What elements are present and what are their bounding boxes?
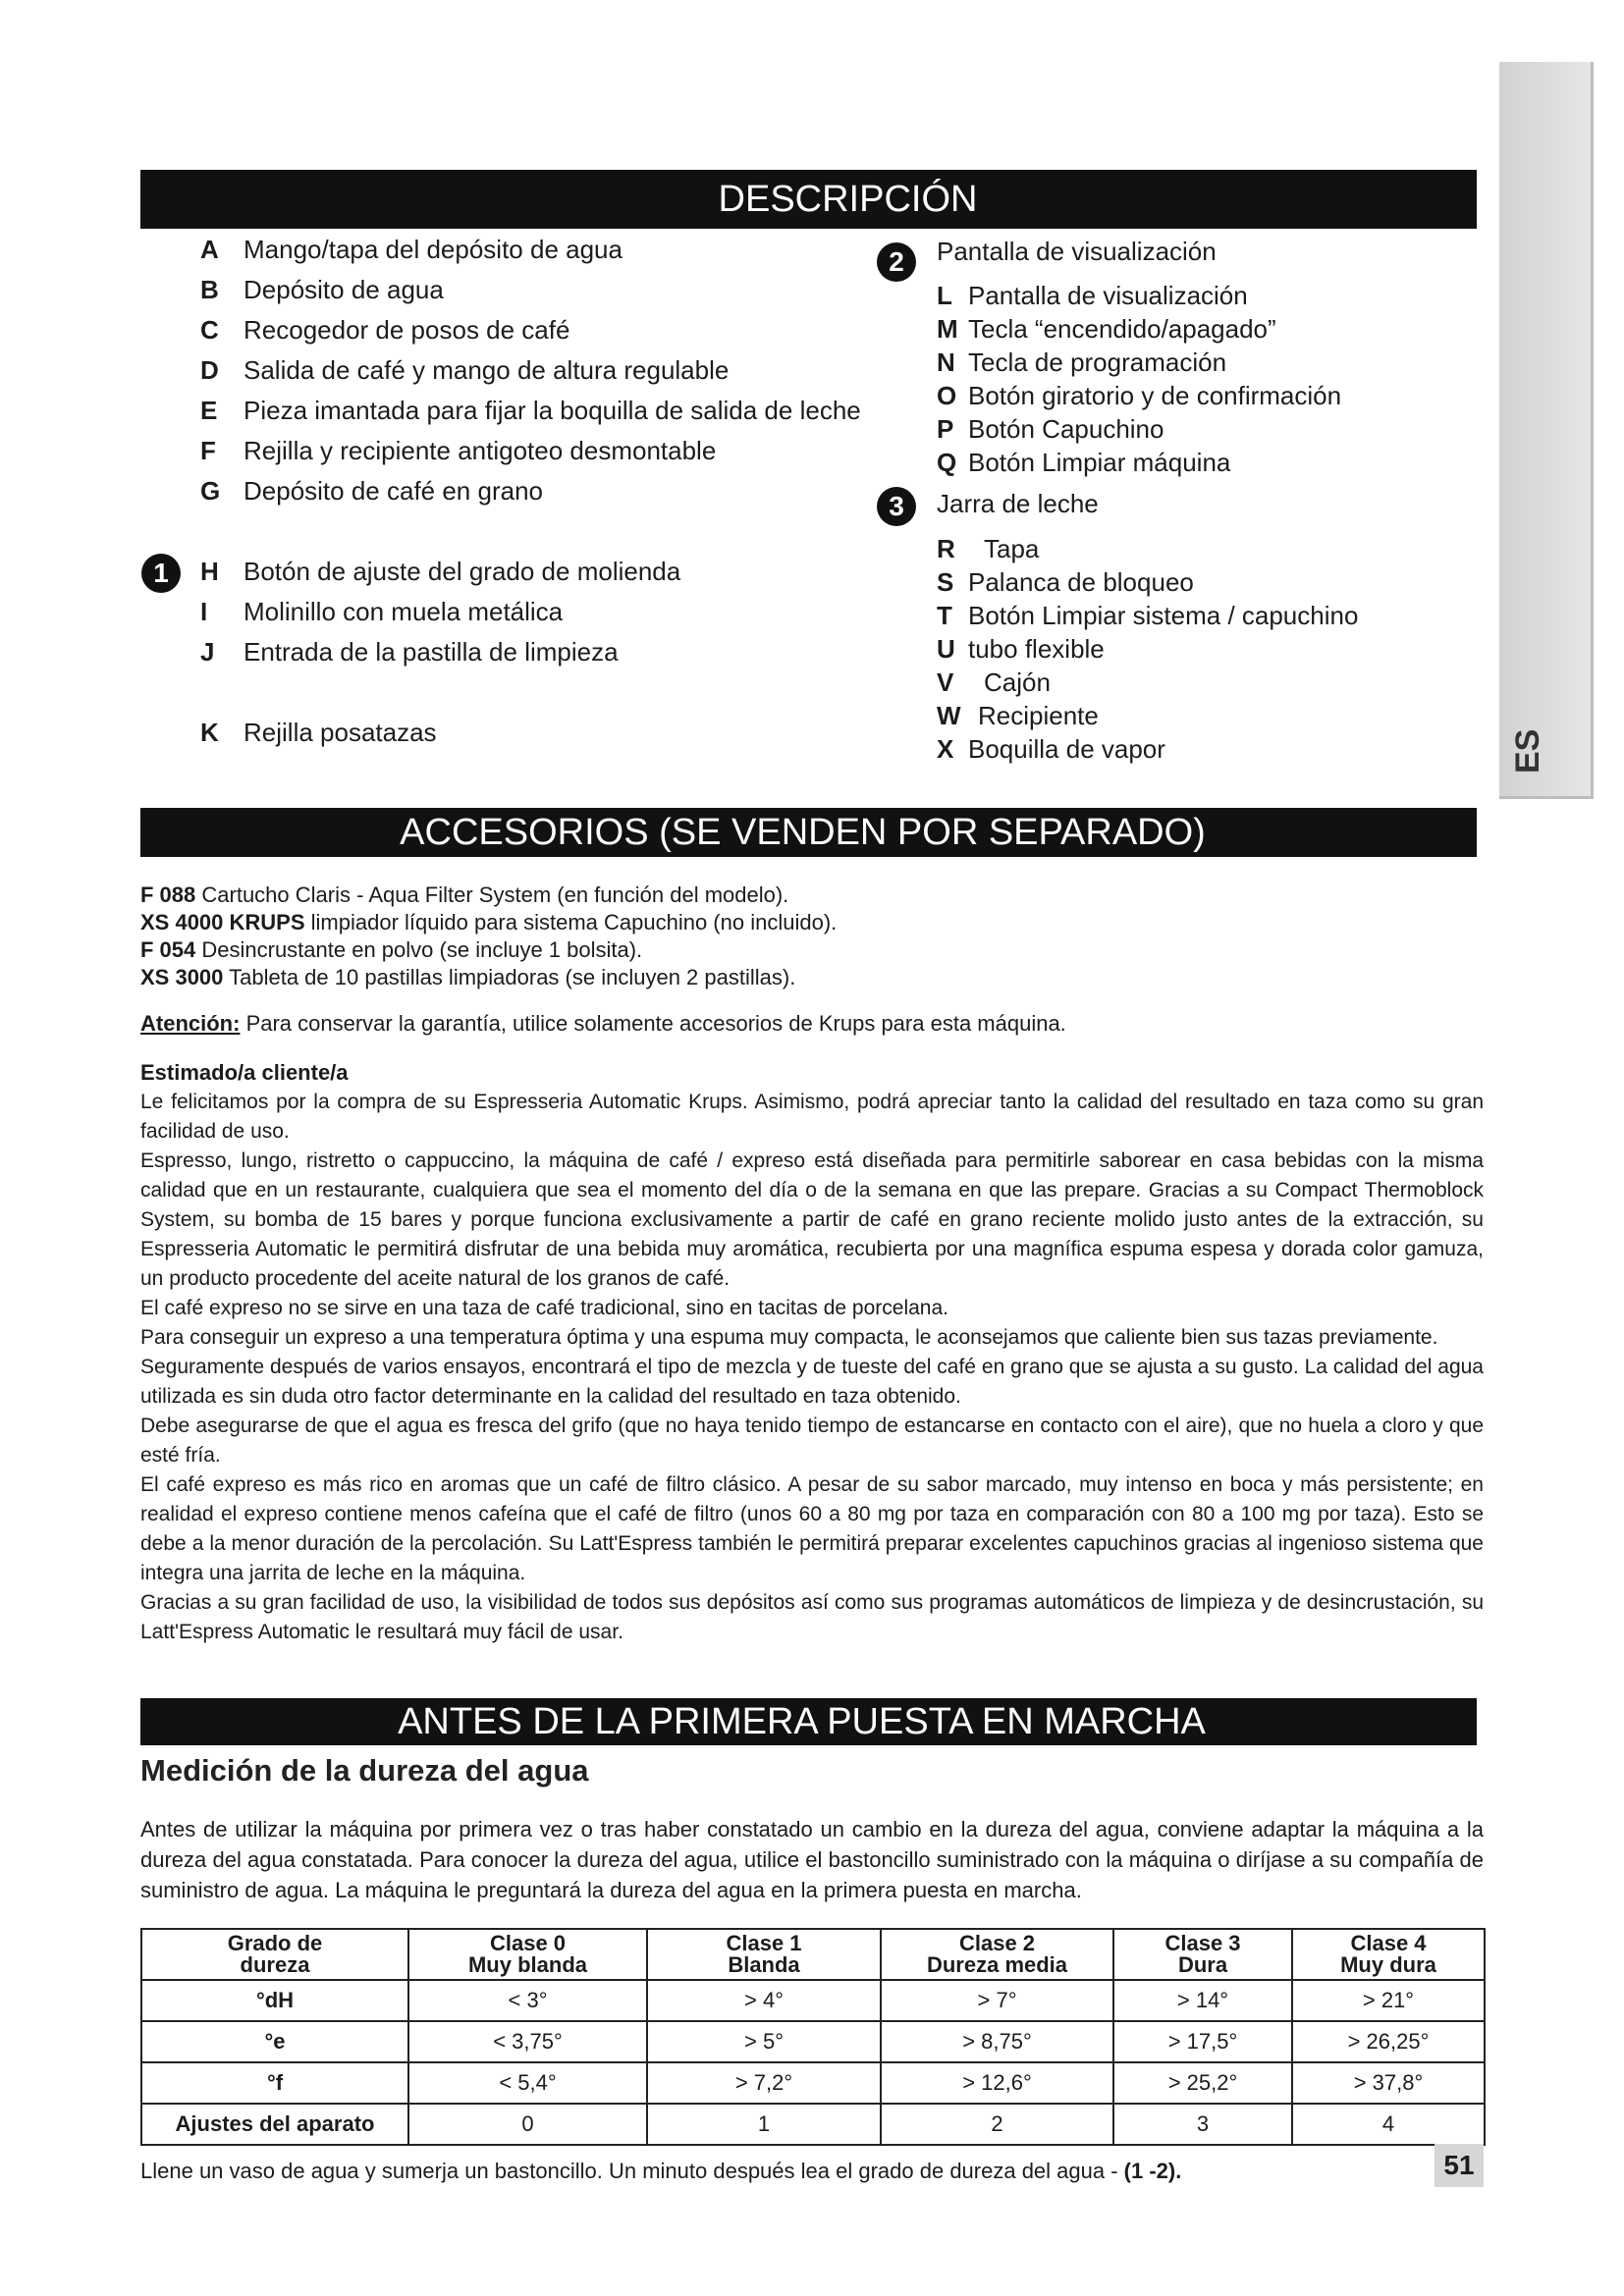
- list-item: F 054 Desincrustante en polvo (se incluye 1 bolsita).: [140, 937, 643, 962]
- figure-reference: (1 -2).: [1123, 2159, 1182, 2183]
- hardness-table: [140, 1928, 1486, 2146]
- section-title-accesorios: ACCESORIOS (SE VENDEN POR SEPARADO): [400, 812, 1206, 853]
- subsection-title: Medición de la dureza del agua: [140, 1753, 589, 1788]
- list-item: J Entrada de la pastilla de limpieza: [200, 637, 619, 667]
- display-component-list: [937, 279, 1341, 479]
- marker-1-icon: 1: [141, 554, 181, 593]
- list-item: P Botón Capuchino: [937, 414, 1164, 444]
- attention-label: Atención:: [140, 1011, 241, 1036]
- section-title-antes: ANTES DE LA PRIMERA PUESTA EN MARCHA: [398, 1701, 1206, 1742]
- list-item: K Rejilla posatazas: [200, 718, 437, 747]
- list-item: F 088 Cartucho Claris - Aqua Filter System (en función del modelo).: [140, 882, 789, 907]
- marker-3-icon: 3: [877, 487, 916, 526]
- list-item: E Pieza imantada para fijar la boquilla de salida de leche: [200, 396, 861, 425]
- section-title-descripcion: DESCRIPCIÓN: [718, 179, 978, 220]
- list-item: H Botón de ajuste del grado de molienda: [200, 557, 681, 586]
- list-item: U tubo flexible: [937, 634, 1105, 664]
- list-item: O Botón giratorio y de confirmación: [937, 381, 1342, 410]
- letter-heading: Estimado/a cliente/a: [140, 1060, 349, 1085]
- list-item: W Recipiente: [937, 701, 1099, 730]
- table-header-cell: Clase 2 Dureza media: [881, 1929, 1113, 1980]
- letter-paragraph: El café expreso no se sirve en una taza de café tradicional, sino en tacitas de porcelana.: [140, 1297, 948, 1319]
- table-row: Ajustes del aparato 0 1 2 3 4: [141, 2104, 1485, 2145]
- list-item: L Pantalla de visualización: [937, 281, 1248, 310]
- letter-paragraph: El café expreso es más rico en aromas que un café de filtro clásico. A pesar de su sabor marcado, muy intenso en boca y más persistente; en realidad el expreso contiene menos cafeína que el café de filtro (unos 60 a 80 mg por taza en comparación con 80 a 100 mg por taza). Esto se debe a la menor duración de la percolación. Su Latt'Espress también le permitirá preparar excelentes capuchinos gracias al ingenioso sistema que integra una jarrita de leche en la máquina.: [140, 1473, 1484, 1584]
- list-item: R Tapa: [937, 534, 1040, 563]
- letter-paragraph: Seguramente después de varios ensayos, encontrará el tipo de mezcla y de tueste del café en grano que se ajusta a su gusto. La calidad del agua utilizada es sin duda otro factor determinante en la calidad del resultado en taza obtenido.: [140, 1356, 1484, 1408]
- hardness-intro: Antes de utilizar la máquina por primera vez o tras haber constatado un cambio en la dureza del agua, conviene adaptar la máquina a la dureza del agua constatada. Para conocer la dureza del agua, utilice el bastoncillo suministrado con la máquina o diríjase a su compañía de suministro de agua. La máquina le preguntará la dureza del agua en la primera puesta en marcha.: [140, 1817, 1484, 1902]
- welcome-letter: [140, 1058, 1484, 1647]
- list-item: A Mango/tapa del depósito de agua: [200, 235, 623, 264]
- section-header-descripcion: [140, 170, 1477, 229]
- table-header-cell: Clase 1 Blanda: [647, 1929, 881, 1980]
- letter-paragraph: Gracias a su gran facilidad de uso, la visibilidad de todos sus depósitos así como sus programas automáticos de limpieza y de desincrustación, su Latt'Espress Automatic le resultará muy fácil de usar.: [140, 1591, 1484, 1643]
- list-item: M Tecla “encendido/apagado”: [937, 314, 1276, 344]
- letter-paragraph: Para conseguir un expreso a una temperatura óptima y una espuma muy compacta, le aconsejamos que caliente bien sus tazas previamente.: [140, 1326, 1438, 1349]
- list-item: G Depósito de café en grano: [200, 476, 543, 506]
- list-item: F Rejilla y recipiente antigoteo desmontable: [200, 436, 717, 465]
- table-header-cell: Clase 4 Muy dura: [1292, 1929, 1485, 1980]
- list-item: B Depósito de agua: [200, 275, 444, 304]
- letter-paragraph: Espresso, lungo, ristretto o cappuccino, la máquina de café / expreso está diseñada para permitirle saborear en casa bebidas con la misma calidad que en un restaurante, cualquiera que sea el momento del día o de la semana en que las prepare. Gracias a su Compact Thermoblock System, su bomba de 15 bares y porque funciona exclusivamente a partir de café en grano reciente molido justo antes de la extracción, su Espresseria Automatic le permitirá disfrutar de una bebida muy aromática, recubierta por una magnífica espuma espesa y dorada color gamuza, un producto procedente del aceite natural de los granos de café.: [140, 1149, 1484, 1290]
- list-item: D Salida de café y mango de altura regulable: [200, 355, 730, 385]
- list-item: X Boquilla de vapor: [937, 734, 1165, 764]
- table-row: °f < 5,4° > 7,2° > 12,6° > 25,2° > 37,8°: [141, 2062, 1485, 2104]
- page-number: 51: [1435, 2144, 1484, 2187]
- list-item: T Botón Limpiar sistema / capuchino: [937, 601, 1359, 630]
- list-item: I Molinillo con muela metálica: [200, 597, 564, 626]
- table-row: °e < 3,75° > 5° > 8,75° > 17,5° > 26,25°: [141, 2021, 1485, 2062]
- table-header-cell: Clase 0 Muy blanda: [408, 1929, 647, 1980]
- display-group-title: Pantalla de visualización: [937, 237, 1217, 266]
- table-header-cell: Clase 3 Dura: [1113, 1929, 1292, 1980]
- language-tab: [1499, 62, 1594, 799]
- table-header-cell: Grado de dureza: [141, 1929, 408, 1980]
- milk-jug-component-list: [937, 532, 1358, 766]
- accessories-list: [140, 881, 837, 991]
- list-item: Q Botón Limpiar máquina: [937, 448, 1231, 477]
- marker-2-icon: 2: [877, 242, 916, 282]
- left-component-list: [200, 230, 861, 753]
- attention-note: Atención: Para conservar la garantía, utilice solamente accesorios de Krups para esta máquina.: [140, 1011, 1066, 1036]
- table-row: °dH < 3° > 4° > 7° > 14° > 21°: [141, 1980, 1485, 2021]
- letter-paragraph: Debe asegurarse de que el agua es fresca del grifo (que no haya tenido tiempo de estancarse en contacto con el aire), que no huela a cloro y que esté fría.: [140, 1415, 1484, 1467]
- list-item: XS 4000 KRUPS limpiador líquido para sistema Capuchino (no incluido).: [140, 910, 838, 934]
- list-item: N Tecla de programación: [937, 347, 1227, 377]
- test-instruction: Llene un vaso de agua y sumerja un bastoncillo. Un minuto después lea el grado de dureza del agua - (1 -2).: [140, 2159, 1182, 2183]
- language-label: ES: [1509, 728, 1546, 774]
- section-header-antes: [140, 1698, 1477, 1745]
- section-header-accesorios: [140, 808, 1477, 857]
- list-item: C Recogedor de posos de café: [200, 315, 570, 345]
- milk-jug-group-title: Jarra de leche: [937, 489, 1099, 518]
- letter-paragraph: Le felicitamos por la compra de su Espresseria Automatic Krups. Asimismo, podrá apreciar tanto la calidad del resultado en taza como su gran facilidad de uso.: [140, 1091, 1484, 1143]
- list-item: XS 3000 Tableta de 10 pastillas limpiadoras (se incluyen 2 pastillas).: [140, 965, 796, 989]
- list-item: V Cajón: [937, 667, 1051, 697]
- table-header-row: [141, 1929, 1485, 1980]
- list-item: S Palanca de bloqueo: [937, 567, 1194, 597]
